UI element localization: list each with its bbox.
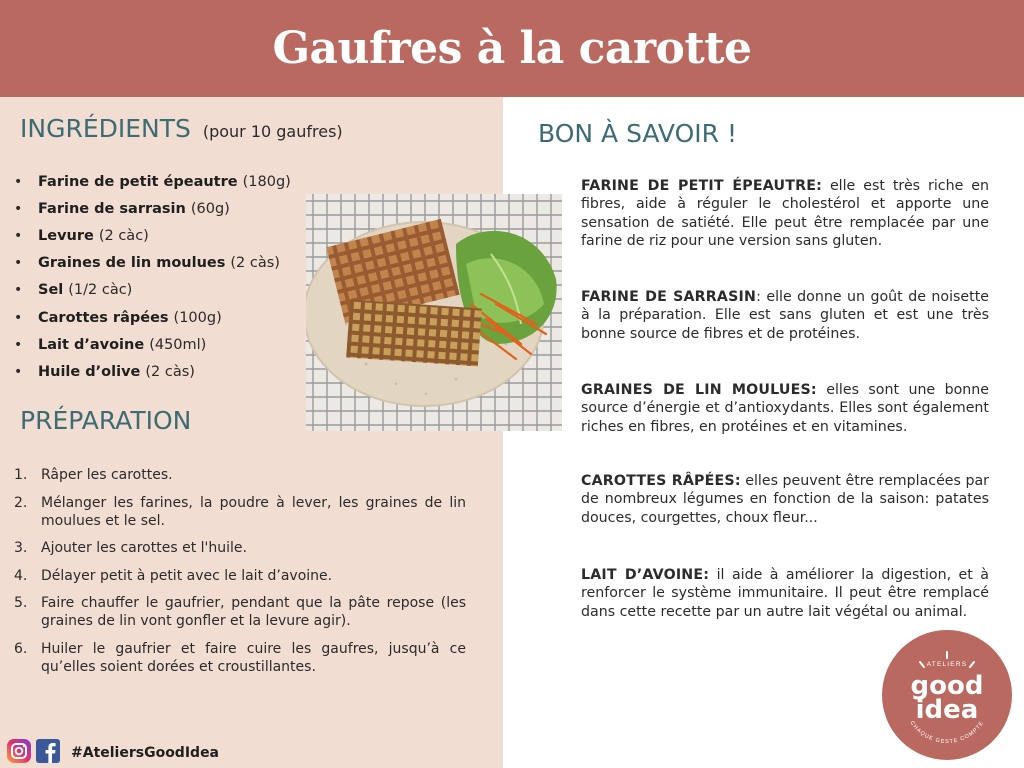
info-sarrasin: FARINE DE SARRASIN: elle donne un goût de noisette à la préparation. Elle est sans gluten et est une très bonne source de fibres et de protéines. bbox=[581, 289, 990, 342]
logo-word-idea: idea bbox=[915, 695, 979, 725]
hashtag-text: #AteliersGoodIdea bbox=[71, 745, 220, 761]
bon-a-savoir-title: BON À SAVOIR ! bbox=[538, 119, 737, 148]
info-lin: GRAINES DE LIN MOULUES: elles sont une bonne source d’énergie et d’antioxydants. Elles sont également riches en fibres, en protéines et en vitamines. bbox=[581, 382, 989, 435]
good-idea-logo bbox=[882, 630, 1012, 760]
preparation-title: PRÉPARATION bbox=[20, 406, 192, 435]
ingredients-subtitle: (pour 10 gaufres) bbox=[202, 122, 343, 141]
info-epeautre: FARINE DE PETIT ÉPEAUTRE: elle est très riche en fibres, aide à réguler le cholestérol et apporte une sensation de satiété. Elle peut être remplacée par une farine de riz pour une version sans gluten. bbox=[581, 178, 990, 249]
preparation-step: 4. Délayer petit à petit avec le lait d’avoine. bbox=[14, 567, 333, 584]
ingredient-item: • Sel (1/2 càc) bbox=[14, 282, 133, 299]
preparation-steps bbox=[14, 466, 466, 685]
logo-arc-text: CHAQUE GESTE COMPTE bbox=[908, 720, 986, 746]
info-lait-avoine: LAIT D’AVOINE: il aide à améliorer la digestion, et à renforcer le système immunitaire. Il peut être remplacé dans cette recette par un autre lait végétal ou animal. bbox=[581, 567, 989, 620]
logo-top-text: ATELIERS bbox=[926, 661, 968, 668]
facebook-icon[interactable] bbox=[35, 738, 61, 768]
ingredient-item: • Farine de sarrasin (60g) bbox=[14, 200, 230, 217]
ingredient-item: • Farine de petit épeautre (180g) bbox=[14, 173, 291, 190]
recipe-title: Gaufres à la carotte bbox=[272, 23, 752, 74]
preparation-step: 2. Mélanger les farines, la poudre à lever, les graines de lin moulues et le sel. bbox=[14, 494, 466, 529]
social-footer bbox=[6, 738, 219, 768]
header-banner bbox=[0, 0, 1024, 97]
instagram-icon[interactable] bbox=[6, 738, 32, 768]
preparation-step: 3. Ajouter les carottes et l'huile. bbox=[14, 540, 247, 556]
ingredient-item: • Graines de lin moulues (2 càs) bbox=[14, 255, 280, 272]
info-carottes: CAROTTES RÂPÉES: elles peuvent être remplacées par de nombreux légumes en fonction de la saison: patates douces, courgettes, choux fleur... bbox=[581, 473, 989, 526]
preparation-step: 5. Faire chauffer le gaufrier, pendant que la pâte repose (les graines de lin vont gonfler et la levure agir). bbox=[14, 595, 466, 629]
preparation-step: 1. Râper les carottes. bbox=[14, 467, 173, 483]
waffle-photo bbox=[306, 194, 562, 431]
ingredients-list bbox=[14, 168, 291, 386]
ingredient-item: • Carottes râpées (100g) bbox=[14, 309, 222, 326]
logo-word-good: good bbox=[910, 671, 984, 701]
logo-graphic bbox=[882, 630, 1012, 760]
ingredients-heading bbox=[20, 114, 343, 143]
ingredient-item: • Huile d’olive (2 càs) bbox=[14, 363, 195, 380]
waffle-photo-illustration bbox=[306, 194, 562, 431]
ingredient-item: • Levure (2 càc) bbox=[14, 227, 149, 244]
ingredient-item: • Lait d’avoine (450ml) bbox=[14, 336, 207, 353]
preparation-step: 6. Huiler le gaufrier et faire cuire les gaufres, jusqu’à ce qu’elles soient dorées et croustillantes. bbox=[14, 640, 466, 675]
ingredients-title: INGRÉDIENTS bbox=[20, 114, 191, 143]
